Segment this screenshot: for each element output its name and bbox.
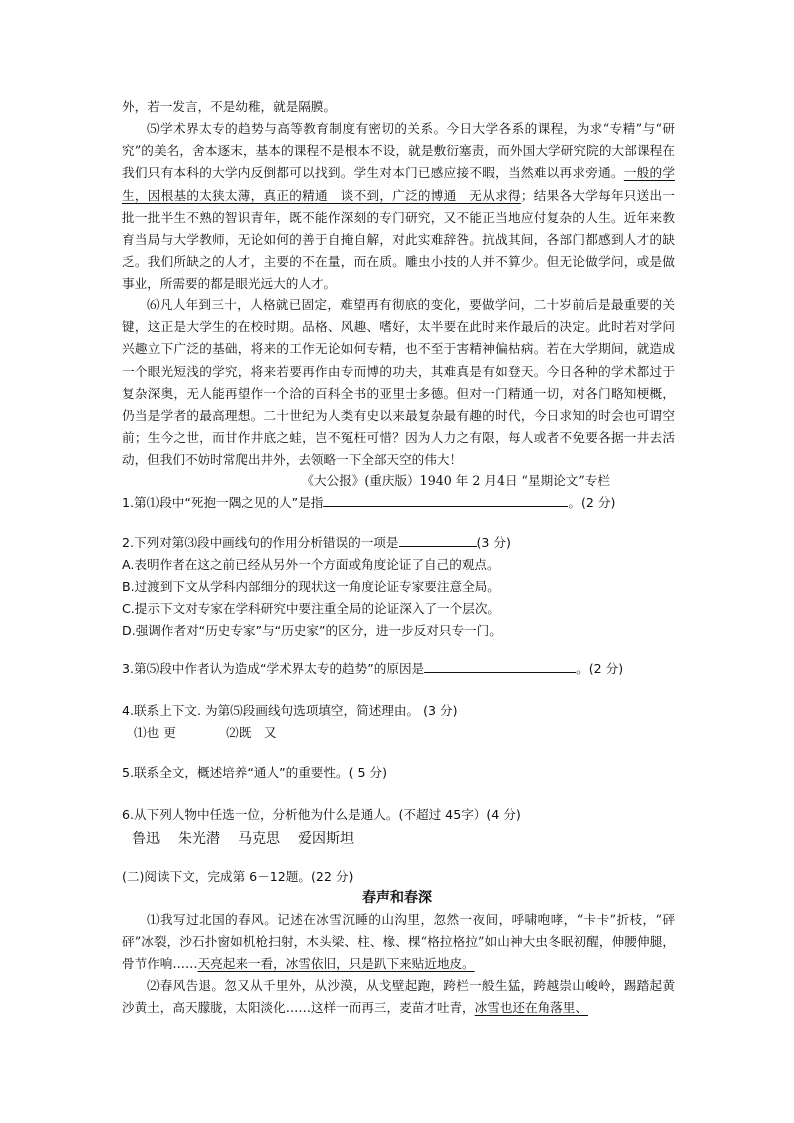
- underlined-sentence: 冰雪也还在角落里、: [474, 1000, 588, 1016]
- spring-paragraph-2: ⑵春风告退。忽又从千里外，从沙漠，从戈壁起跑，跨栏一般生猛，跨越崇山峻岭，踢踏起黄沙黄土，高天朦胧，太阳淡化……这样一而再三，麦苗才吐青，冰雪也还在角落里、: [122, 978, 675, 1016]
- spring-paragraph-1: ⑴我写过北国的春风。记述在冰雪沉睡的山沟里，忽然一夜间，呼啸咆哮，“卡卡”折枝，“砰砰”冰裂，沙石扑窗如机枪扫射，木头梁、柱、椽、棵“格拉格拉”如山神大虫冬眠初醒，伸腰伸腿，骨节作响……天亮起来一看，冰雪依旧，只是趴下来贴近地皮。: [122, 912, 675, 972]
- question-4-options: ⑴也 更 ⑵既 又: [134, 725, 277, 740]
- answer-blank[interactable]: [424, 658, 576, 673]
- option-a: A.表明作者在这之前已经从另外一个方面或角度论证了自己的观点。: [122, 557, 500, 572]
- question-2: 2.下列对第⑶段中画线句的作用分析错误的一项是 (3 分) A.表明作者在这之前已经从另外一个方面或角度论证了自己的观点。 B.过渡到下文从学科内部细分的现状这一角度论证专家要注意全局。 C.提示下文对专家在学科研究中要注重全局的论证深入了一个层次。 D.强调作者对“历史专家”与“历史家”的区分，进一步反对只专一门。: [122, 532, 682, 642]
- underlined-sentence: 一般的学生，因根基的太狭太薄，真正的精通 谈不到，广泛的博通 无从求得: [122, 165, 676, 203]
- answer-blank[interactable]: [323, 492, 568, 507]
- passage-title: 春声和春深: [362, 890, 432, 906]
- person-name: 朱光潜: [178, 831, 221, 847]
- question-5: 5.联系全文，概述培养“通人”的重要性。( 5 分): [122, 765, 388, 780]
- paragraph-6: ⑹凡人年到三十，人格就已固定，难望再有彻底的变化，要做学问，二十岁前后是最重要的关键，这正是大学生的在校时期。品格、风趣、嗜好，太半要在此时来作最后的决定。此时若对学问兴趣立下广泛的基础，将来的工作无论如何专精，也不至于害精神偏枯病。若在大学期间，就造成一个眼光短浅的学究，将来若要再作由专而博的功夫，其难真是有如登天。今日各种的学术都过于复杂深奥，无人能再望作一个洽的百科全书的亚里士多德。但对一门精通一切，对各门略知梗概，仍当是学者的最高理想。二十世纪为人类有史以来最复杂最有趣的时代，今日求知的时会也可谓空前；生今之世，而甘作井底之蛙，岂不冤枉可惜？因为人力之有限，每人或者不免要各据一井去活动，但我们不妨时常爬出井外，去领略一下全部天空的伟大！: [122, 297, 675, 468]
- person-name: 鲁迅: [132, 831, 160, 847]
- answer-blank[interactable]: [399, 532, 477, 547]
- paragraph-5: ⑸学术界太专的趋势与高等教育制度有密切的关系。今日大学各系的课程，为求“专精”与“研究”的美名，舍本逐末，基本的课程不是根本不设，就是敷衍塞责，而外国大学研究院的大部课程在我们只有本科的大学内反倒都可以找到。学生对本门已感应接不暇，当然难以再求旁通。一般的学生，因根基的太狭太薄，真正的精通 谈不到，广泛的博通 无从求得；结果各大学每年只送出一批一批半生不熟的智识青年，既不能作深刻的专门研究，又不能正当地应付复杂的人生。近年来教育当局与大学教师，无论如何的善于自掩自解，对此实难辞咎。抗战其间，各部门都感到人才的缺乏。我们所缺之的人才，主要的不在量，而在质。雕虫小技的人并不算少。但无论做学问，或是做事业，所需要的都是眼光远大的人才。: [122, 121, 676, 292]
- underlined-sentence: 天亮起来一看，冰雪依旧，只是趴下来贴近地皮。: [197, 956, 475, 972]
- question-6: 6.从下列人物中任选一位，分析他为什么是通人。(不超过 45字）(4 分) 鲁迅 朱光潜 马克思 爱因斯坦: [122, 804, 682, 850]
- section-2-heading: (二)阅读下文，完成第 6－12题。(22 分): [122, 869, 354, 884]
- question-1: 1.第⑴段中“死抱一隅之见的人”是指 。(2 分): [122, 492, 682, 514]
- question-3: 3.第⑸段中作者认为造成“学术界太专的趋势”的原因是 。(2 分): [122, 658, 682, 680]
- option-c: C.提示下文对专家在学科研究中要注重全局的论证深入了一个层次。: [122, 601, 501, 616]
- paragraph-continued: 外，若一发言，不是幼稚，就是隔膜。: [122, 99, 337, 114]
- option-b: B.过渡到下文从学科内部细分的现状这一角度论证专家要注意全局。: [122, 579, 500, 594]
- person-name: 爱因斯坦: [298, 831, 355, 847]
- question-4: 4.联系上下文. 为第⑸段画线句选项填空，简述理由。 (3 分) ⑴也 更 ⑵既 又: [122, 700, 682, 744]
- person-name: 马克思: [238, 831, 281, 847]
- person-list: [122, 828, 682, 850]
- source-citation: 《大公报》(重庆版）1940 年 2 月4日 “星期论文”专栏: [301, 473, 610, 488]
- option-d: D.强调作者对“历史专家”与“历史家”的区分，进一步反对只专一门。: [122, 623, 502, 638]
